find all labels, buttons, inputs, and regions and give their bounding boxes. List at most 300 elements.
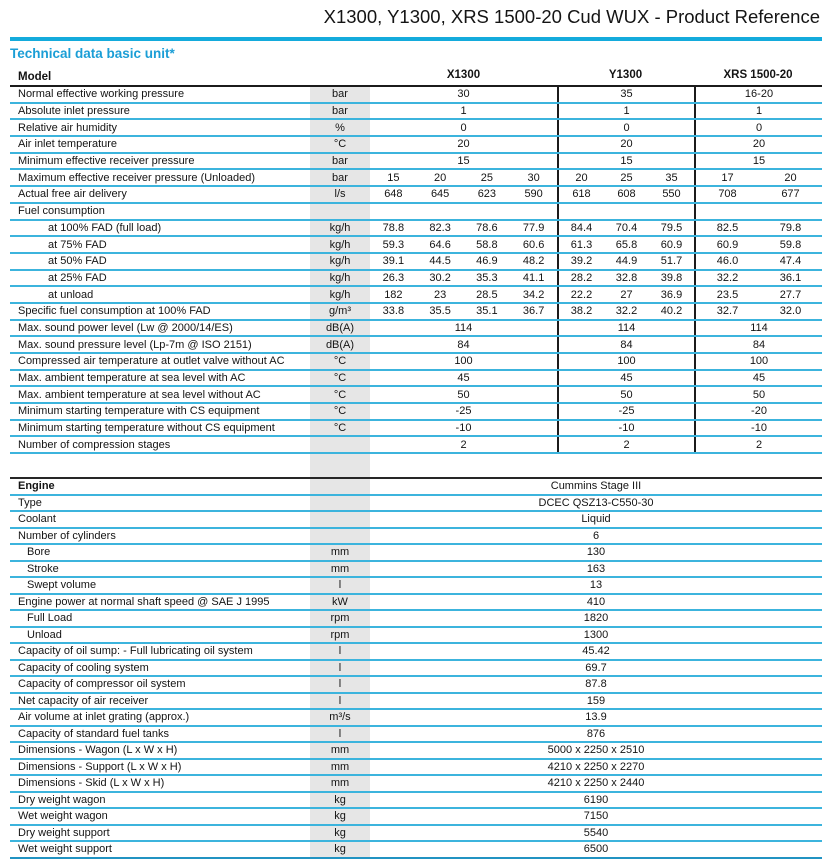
value-cell: Liquid xyxy=(581,513,611,526)
xrs-1500-20-values-subcells xyxy=(696,304,822,319)
xrs-1500-20-values: 20 xyxy=(694,137,822,152)
column-header-x1300: X1300 xyxy=(446,68,481,81)
value-cell: 35.1 xyxy=(476,305,498,318)
y1300-values: 100 xyxy=(557,354,694,369)
value-cell: 36.9 xyxy=(660,288,683,301)
row-label: Max. ambient temperature at sea level without AC xyxy=(18,388,261,401)
value-cell: 32.0 xyxy=(779,305,802,318)
page-title: X1300, Y1300, XRS 1500-20 Cud WUX - Product Reference xyxy=(323,6,820,27)
value-cell: 78.6 xyxy=(476,221,498,234)
unit-cell xyxy=(310,437,370,452)
unit-cell: kg/h xyxy=(310,221,370,236)
value-cell: 6500 xyxy=(583,843,609,856)
unit-cell xyxy=(310,529,370,544)
y1300-values xyxy=(557,254,694,269)
table-row xyxy=(10,529,822,546)
value-cell: 39.8 xyxy=(660,271,683,284)
value-cell: 60.9 xyxy=(716,238,739,251)
value-cell: 32.7 xyxy=(716,305,739,318)
row-values xyxy=(370,170,822,185)
y1300-values: -25 xyxy=(557,404,694,419)
row-label: Dry weight wagon xyxy=(18,793,106,806)
table-row xyxy=(10,760,822,777)
table-row xyxy=(10,512,822,529)
value-cell: 6190 xyxy=(583,793,609,806)
table-row xyxy=(10,221,822,238)
table-row xyxy=(10,87,822,104)
value-cell: 15 xyxy=(387,171,400,184)
y1300-values: 45 xyxy=(557,371,694,386)
y1300-values-subcells xyxy=(559,170,694,185)
unit-cell: °C xyxy=(310,354,370,369)
unit-cell: dB(A) xyxy=(310,321,370,336)
x1300-values-subcells xyxy=(370,170,557,185)
row-label: Minimum effective receiver pressure xyxy=(18,155,195,168)
x1300-values: 45 xyxy=(457,372,470,385)
value-cell: 677 xyxy=(781,188,800,201)
value-cell: 182 xyxy=(384,288,403,301)
value-cell: 25 xyxy=(620,171,633,184)
row-label: Coolant xyxy=(18,513,56,526)
row-values xyxy=(370,87,822,102)
y1300-values xyxy=(557,170,694,185)
value-cell: 64.6 xyxy=(429,238,451,251)
table-row xyxy=(10,661,822,678)
table-row xyxy=(10,170,822,187)
xrs-1500-20-values xyxy=(694,170,822,185)
unit-cell: l xyxy=(310,677,370,692)
value-cell: 708 xyxy=(718,188,737,201)
value-cell: 26.3 xyxy=(382,271,405,284)
xrs-1500-20-values xyxy=(694,221,822,236)
row-values xyxy=(370,304,822,319)
value-cell: 70.4 xyxy=(615,221,638,234)
row-label: Capacity of oil sump: - Full lubricating oil system xyxy=(18,645,253,658)
row-label: Engine power at normal shaft speed @ SAE J 1995 xyxy=(18,595,270,608)
value-cell: 28.5 xyxy=(476,288,498,301)
row-label: Dimensions - Wagon (L x W x H) xyxy=(18,744,178,757)
row-label: Number of cylinders xyxy=(18,529,116,542)
value-cell: 22.2 xyxy=(570,288,593,301)
row-values xyxy=(370,271,822,286)
value-cell: 30 xyxy=(527,171,540,184)
x1300-values: -25 xyxy=(455,405,472,418)
xrs-1500-20-values: 45 xyxy=(694,371,822,386)
section-heading: Technical data basic unit* xyxy=(10,46,175,61)
model-header-label: Model xyxy=(18,71,52,83)
value-cell: 35 xyxy=(665,171,678,184)
row-values xyxy=(370,437,822,452)
value-cell: 38.2 xyxy=(570,305,593,318)
x1300-values xyxy=(370,237,557,252)
row-label: Air inlet temperature xyxy=(18,138,118,151)
value-cell: 13.9 xyxy=(585,711,607,724)
unit-cell: l/s xyxy=(310,187,370,202)
xrs-1500-20-values-subcells xyxy=(696,287,822,302)
xrs-1500-20-values: -10 xyxy=(694,421,822,436)
xrs-1500-20-values-subcells xyxy=(696,221,822,236)
unit-cell: dB(A) xyxy=(310,337,370,352)
unit-cell: % xyxy=(310,120,370,135)
unit-cell: bar xyxy=(310,170,370,185)
table-row xyxy=(10,677,822,694)
xrs-1500-20-values: 100 xyxy=(694,354,822,369)
table-row xyxy=(10,271,822,288)
xrs-1500-20-values xyxy=(694,204,822,219)
row-values xyxy=(370,221,822,236)
x1300-values-subcells xyxy=(370,221,557,236)
row-label: Fuel consumption xyxy=(18,205,105,218)
row-values xyxy=(370,371,822,386)
row-values xyxy=(370,104,822,119)
value-cell: DCEC QSZ13-C550-30 xyxy=(538,496,654,509)
row-label: Max. sound pressure level (Lp-7m @ ISO 2151) xyxy=(18,338,252,351)
unit-cell: kg xyxy=(310,793,370,808)
unit-cell: bar xyxy=(310,104,370,119)
row-label: Dimensions - Support (L x W x H) xyxy=(18,760,182,773)
table-row xyxy=(10,595,822,612)
y1300-values xyxy=(557,287,694,302)
y1300-values-subcells xyxy=(559,237,694,252)
row-label: at 25% FAD xyxy=(48,271,107,284)
row-values xyxy=(370,137,822,152)
value-cell: 32.8 xyxy=(615,271,638,284)
value-cell: 77.9 xyxy=(522,221,545,234)
xrs-1500-20-values: 0 xyxy=(694,120,822,135)
unit-cell: l xyxy=(310,694,370,709)
table-row xyxy=(10,371,822,388)
unit-cell: mm xyxy=(310,562,370,577)
xrs-1500-20-values: 15 xyxy=(694,154,822,169)
row-label: Capacity of standard fuel tanks xyxy=(18,727,170,740)
value-cell: 550 xyxy=(662,188,681,201)
x1300-values: 15 xyxy=(457,155,470,168)
unit-cell: °C xyxy=(310,421,370,436)
unit-cell: kg xyxy=(310,809,370,824)
unit-cell: l xyxy=(310,578,370,593)
table-row xyxy=(10,354,822,371)
xrs-1500-20-values: -20 xyxy=(694,404,822,419)
table-row xyxy=(10,204,822,221)
value-cell: 1820 xyxy=(583,612,609,625)
table-row xyxy=(10,694,822,711)
y1300-values xyxy=(557,237,694,252)
row-label: Dry weight support xyxy=(18,826,110,839)
x1300-values xyxy=(370,170,557,185)
xrs-1500-20-values: 84 xyxy=(694,337,822,352)
column-header-y1300: Y1300 xyxy=(608,68,643,81)
unit-cell: l xyxy=(310,644,370,659)
value-cell: 48.2 xyxy=(522,255,545,268)
value-cell: 27.7 xyxy=(779,288,802,301)
xrs-1500-20-values: 1 xyxy=(694,104,822,119)
table-row xyxy=(10,578,822,595)
row-label: Max. ambient temperature at sea level with AC xyxy=(18,372,246,385)
value-cell: 410 xyxy=(586,595,606,608)
x1300-values: 2 xyxy=(460,438,467,451)
table-row xyxy=(10,809,822,826)
x1300-values: -10 xyxy=(455,422,472,435)
value-cell: 79.5 xyxy=(660,221,683,234)
xrs-1500-20-values xyxy=(694,237,822,252)
value-cell: 1300 xyxy=(583,628,609,641)
value-cell: 44.5 xyxy=(429,255,451,268)
value-cell: 44.9 xyxy=(615,255,638,268)
unit-cell: rpm xyxy=(310,611,370,626)
y1300-values-subcells xyxy=(559,221,694,236)
xrs-1500-20-values xyxy=(694,287,822,302)
table-row xyxy=(10,187,822,204)
unit-cell: l xyxy=(310,727,370,742)
unit-cell xyxy=(310,204,370,219)
value-cell: 27 xyxy=(620,288,633,301)
value-cell: 618 xyxy=(572,188,591,201)
table-row xyxy=(10,154,822,171)
unit-cell: g/m³ xyxy=(310,304,370,319)
y1300-values: 15 xyxy=(557,154,694,169)
value-cell: 159 xyxy=(586,694,606,707)
xrs-1500-20-values xyxy=(694,271,822,286)
y1300-values-subcells xyxy=(559,287,694,302)
x1300-values xyxy=(370,287,557,302)
value-cell: 82.5 xyxy=(716,221,739,234)
y1300-values: 35 xyxy=(557,87,694,102)
row-label: Net capacity of air receiver xyxy=(18,694,149,707)
y1300-values-subcells xyxy=(559,304,694,319)
table-row xyxy=(10,321,822,338)
technical-data-table xyxy=(10,66,822,859)
xrs-1500-20-values-subcells xyxy=(696,170,822,185)
value-cell: 79.8 xyxy=(779,221,802,234)
row-label: Absolute inlet pressure xyxy=(18,105,130,118)
table-row xyxy=(10,793,822,810)
row-values xyxy=(370,254,822,269)
x1300-values xyxy=(370,254,557,269)
table-row xyxy=(10,437,822,454)
row-label: Minimum starting temperature without CS equipment xyxy=(18,422,275,435)
value-cell: 58.8 xyxy=(476,238,498,251)
x1300-values: 114 xyxy=(454,321,473,334)
xrs-1500-20-values xyxy=(694,187,822,202)
table-row xyxy=(10,826,822,843)
xrs-1500-20-values-subcells xyxy=(696,254,822,269)
unit-cell xyxy=(310,496,370,511)
unit-cell: °C xyxy=(310,371,370,386)
value-cell: 59.8 xyxy=(779,238,802,251)
y1300-values: -10 xyxy=(557,421,694,436)
unit-cell: bar xyxy=(310,154,370,169)
unit-cell: kW xyxy=(310,595,370,610)
value-cell: 35.5 xyxy=(429,305,451,318)
value-cell: 45.42 xyxy=(582,645,610,658)
unit-cell: kg xyxy=(310,826,370,841)
value-cell: 47.4 xyxy=(779,255,802,268)
row-label: Maximum effective receiver pressure (Unloaded) xyxy=(18,171,255,184)
unit-cell: kg/h xyxy=(310,237,370,252)
y1300-values xyxy=(557,187,694,202)
value-cell: 36.1 xyxy=(779,271,802,284)
table-row xyxy=(10,387,822,404)
row-label: Dimensions - Skid (L x W x H) xyxy=(18,777,165,790)
xrs-1500-20-values: 114 xyxy=(694,321,822,336)
row-label: Wet weight support xyxy=(18,843,112,856)
row-label: Capacity of cooling system xyxy=(18,661,149,674)
table-row xyxy=(10,287,822,304)
x1300-values xyxy=(370,204,557,219)
row-values xyxy=(370,337,822,352)
table-row xyxy=(10,562,822,579)
unit-cell: l xyxy=(310,661,370,676)
table-row xyxy=(10,727,822,744)
value-cell: 648 xyxy=(384,188,403,201)
row-values xyxy=(370,120,822,135)
row-label: Bore xyxy=(27,546,51,559)
x1300-values-subcells xyxy=(370,287,557,302)
row-label: Minimum starting temperature with CS equipment xyxy=(18,405,260,418)
x1300-values-subcells xyxy=(370,271,557,286)
unit-cell: kg/h xyxy=(310,254,370,269)
x1300-values: 100 xyxy=(454,355,473,368)
y1300-values: 50 xyxy=(557,387,694,402)
x1300-values xyxy=(370,221,557,236)
row-values xyxy=(370,287,822,302)
row-values xyxy=(370,187,822,202)
row-values xyxy=(370,237,822,252)
unit-cell: mm xyxy=(310,776,370,791)
y1300-values-subcells xyxy=(559,187,694,202)
x1300-values: 50 xyxy=(457,388,470,401)
table-row xyxy=(10,710,822,727)
table-row xyxy=(10,545,822,562)
value-cell: 87.8 xyxy=(585,678,607,691)
row-label: Type xyxy=(18,496,42,509)
value-cell: 25 xyxy=(480,171,493,184)
table-header-row xyxy=(10,66,822,87)
value-cell: 60.9 xyxy=(660,238,683,251)
row-label: Wet weight wagon xyxy=(18,810,108,823)
value-cell: 39.2 xyxy=(570,255,593,268)
xrs-1500-20-values: 16-20 xyxy=(694,87,822,102)
table-row xyxy=(10,644,822,661)
unit-cell xyxy=(310,512,370,527)
xrs-1500-20-values: 2 xyxy=(694,437,822,452)
y1300-values xyxy=(557,271,694,286)
y1300-values-subcells xyxy=(559,254,694,269)
basic-unit-rows xyxy=(10,87,822,454)
row-label: Full Load xyxy=(27,612,73,625)
value-cell: 20 xyxy=(575,171,588,184)
value-cell: 39.1 xyxy=(382,255,405,268)
value-cell: 6 xyxy=(592,529,600,542)
y1300-values: 84 xyxy=(557,337,694,352)
table-row xyxy=(10,628,822,645)
table-row xyxy=(10,120,822,137)
value-cell: 23.5 xyxy=(716,288,739,301)
engine-section-rows xyxy=(10,477,822,859)
x1300-values: 20 xyxy=(457,138,470,151)
row-label: Relative air humidity xyxy=(18,121,118,134)
value-cell: 30.2 xyxy=(429,271,451,284)
table-row xyxy=(10,254,822,271)
table-row xyxy=(10,611,822,628)
table-row xyxy=(10,842,822,859)
row-values xyxy=(370,404,822,419)
table-row xyxy=(10,479,822,496)
row-label: at 50% FAD xyxy=(48,255,107,268)
value-cell: 17 xyxy=(721,171,734,184)
y1300-values: 1 xyxy=(557,104,694,119)
unit-cell: bar xyxy=(310,87,370,102)
unit-cell: m³/s xyxy=(310,710,370,725)
value-cell: 23 xyxy=(434,288,447,301)
y1300-values-subcells xyxy=(559,271,694,286)
value-cell: 35.3 xyxy=(476,271,498,284)
table-row xyxy=(10,137,822,154)
value-cell: 34.2 xyxy=(522,288,545,301)
value-cell: 20 xyxy=(434,171,447,184)
row-label: at 100% FAD (full load) xyxy=(48,221,162,234)
table-row xyxy=(10,237,822,254)
xrs-1500-20-values-subcells xyxy=(696,271,822,286)
row-label: Stroke xyxy=(27,562,59,575)
value-cell: 61.3 xyxy=(570,238,593,251)
value-cell: 645 xyxy=(430,188,450,201)
xrs-1500-20-values xyxy=(694,254,822,269)
row-label: Actual free air delivery xyxy=(18,188,127,201)
y1300-values: 0 xyxy=(557,120,694,135)
unit-band-segment xyxy=(310,454,370,477)
row-values xyxy=(370,387,822,402)
row-label: Unload xyxy=(27,628,62,641)
table-row xyxy=(10,104,822,121)
row-label: Air volume at inlet grating (approx.) xyxy=(18,711,190,724)
value-cell: 28.2 xyxy=(570,271,593,284)
value-cell: 82.3 xyxy=(429,221,451,234)
column-header-xrs-1500-20: XRS 1500-20 xyxy=(723,68,793,81)
value-cell: 33.8 xyxy=(382,305,405,318)
unit-cell: kg/h xyxy=(310,271,370,286)
unit-column-header xyxy=(310,66,370,83)
unit-cell: mm xyxy=(310,545,370,560)
value-cell: 32.2 xyxy=(716,271,739,284)
value-cell: 69.7 xyxy=(585,661,607,674)
title-rule xyxy=(10,37,822,41)
value-cell: Cummins Stage III xyxy=(550,480,642,493)
x1300-values-subcells xyxy=(370,237,557,252)
unit-cell: °C xyxy=(310,137,370,152)
row-label: Max. sound power level (Lw @ 2000/14/ES) xyxy=(18,321,233,334)
x1300-values-subcells xyxy=(370,254,557,269)
value-cell: 608 xyxy=(617,188,636,201)
y1300-values xyxy=(557,221,694,236)
row-label: Swept volume xyxy=(27,579,97,592)
value-cell: 46.0 xyxy=(716,255,739,268)
value-cell: 20 xyxy=(784,171,797,184)
x1300-values xyxy=(370,304,557,319)
section-gap xyxy=(10,454,822,477)
x1300-values xyxy=(370,187,557,202)
row-values xyxy=(370,154,822,169)
x1300-values-subcells xyxy=(370,187,557,202)
table-row xyxy=(10,337,822,354)
x1300-values: 1 xyxy=(460,105,467,118)
x1300-values xyxy=(370,271,557,286)
value-cell: 7150 xyxy=(583,810,609,823)
row-label: Number of compression stages xyxy=(18,438,171,451)
unit-cell: kg xyxy=(310,842,370,857)
x1300-values: 0 xyxy=(460,121,467,134)
value-cell: 13 xyxy=(589,579,603,592)
